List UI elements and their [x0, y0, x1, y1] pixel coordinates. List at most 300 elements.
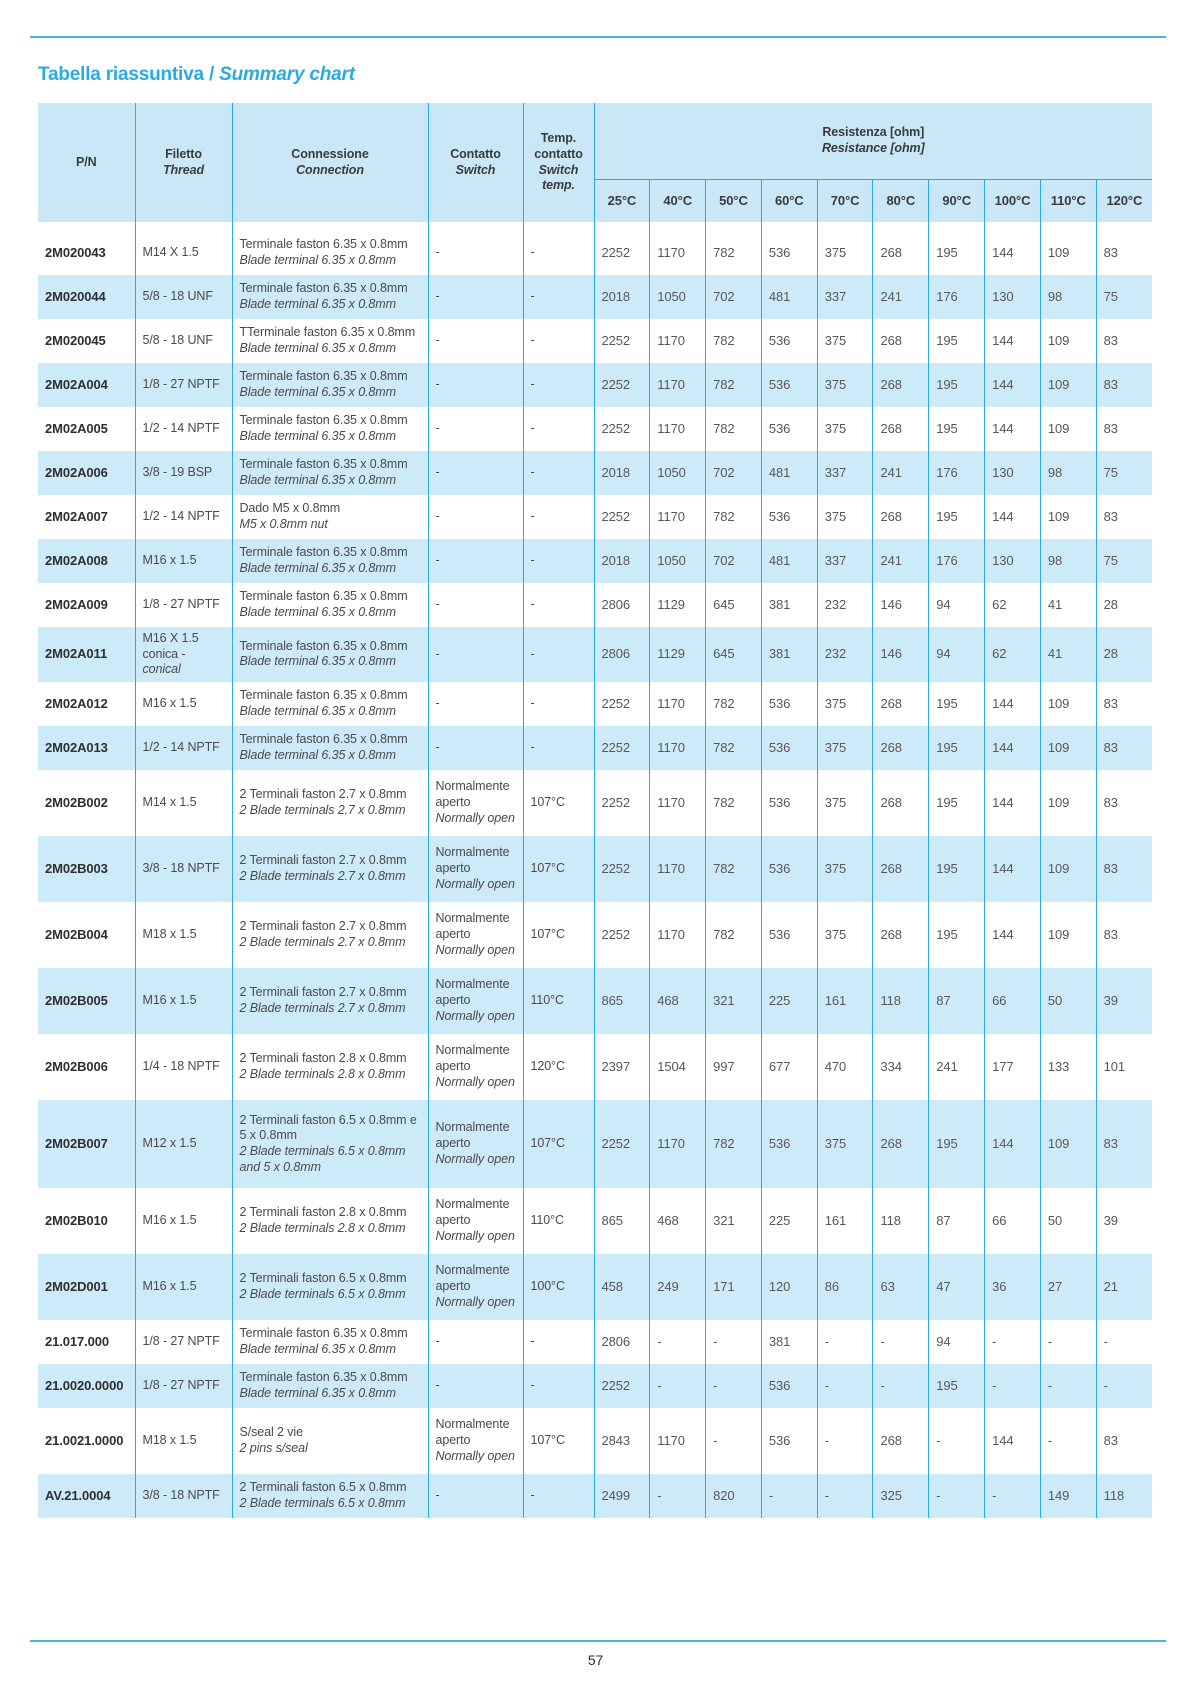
cell-switch: -: [428, 1474, 523, 1518]
cell-resistance-value: 1050: [650, 275, 706, 319]
cell-thread: 3/8 - 19 BSP: [135, 451, 232, 495]
cell-resistance-value: 63: [873, 1254, 929, 1320]
cell-resistance-value: 381: [761, 627, 817, 682]
col-header-thread: [135, 103, 232, 222]
cell-resistance-value: 2252: [594, 319, 650, 363]
cell-resistance-value: -: [1040, 1364, 1096, 1408]
cell-resistance-value: 2252: [594, 1100, 650, 1188]
cell-connection: [232, 902, 428, 968]
cell-connection: [232, 1100, 428, 1188]
cell-resistance-value: -: [985, 1474, 1041, 1518]
table-row: [38, 1034, 1152, 1100]
cell-part-number: 2M02B006: [38, 1034, 135, 1100]
cell-resistance-value: 195: [929, 495, 985, 539]
cell-switch-temp: -: [523, 539, 594, 583]
cell-resistance-value: 109: [1040, 363, 1096, 407]
connection-italian: Terminale faston 6.35 x 0.8mm: [239, 732, 408, 747]
cell-resistance-value: 1504: [650, 1034, 706, 1100]
cell-switch: [428, 1254, 523, 1320]
cell-resistance-value: 268: [873, 902, 929, 968]
cell-connection: [232, 495, 428, 539]
cell-resistance-value: 144: [985, 1100, 1041, 1188]
cell-part-number: 2M02B004: [38, 902, 135, 968]
table-row: [38, 726, 1152, 770]
cell-connection: [232, 407, 428, 451]
cell-thread: 3/8 - 18 NPTF: [135, 1474, 232, 1518]
table-row: [38, 407, 1152, 451]
cell-resistance-value: 268: [873, 1100, 929, 1188]
connection-english: 2 Blade terminals 2.8 x 0.8mm: [239, 1066, 406, 1081]
cell-resistance-value: -: [873, 1364, 929, 1408]
cell-resistance-value: 2252: [594, 902, 650, 968]
cell-resistance-value: -: [706, 1320, 762, 1364]
table-row: [38, 627, 1152, 682]
cell-resistance-value: 1170: [650, 407, 706, 451]
cell-resistance-value: 21: [1096, 1254, 1152, 1320]
cell-resistance-value: 118: [1096, 1474, 1152, 1518]
cell-switch: -: [428, 495, 523, 539]
cell-switch-temp: 110°C: [523, 968, 594, 1034]
cell-resistance-value: 2252: [594, 726, 650, 770]
spacer-cell: [929, 222, 985, 231]
cell-resistance-value: 146: [873, 583, 929, 627]
cell-resistance-value: -: [817, 1364, 873, 1408]
cell-resistance-value: 118: [873, 1188, 929, 1254]
cell-switch: -: [428, 363, 523, 407]
cell-resistance-value: -: [1040, 1320, 1096, 1364]
cell-switch-temp: -: [523, 583, 594, 627]
table-row: [38, 1100, 1152, 1188]
cell-resistance-value: 375: [817, 363, 873, 407]
connection-english: 2 Blade terminals 2.7 x 0.8mm: [239, 868, 406, 883]
spacer-cell: [1040, 222, 1096, 231]
cell-resistance-value: 268: [873, 1408, 929, 1474]
cell-resistance-value: 268: [873, 319, 929, 363]
cell-resistance-value: 2018: [594, 275, 650, 319]
cell-resistance-value: 1170: [650, 836, 706, 902]
cell-resistance-value: -: [929, 1474, 985, 1518]
cell-resistance-value: 41: [1040, 583, 1096, 627]
cell-resistance-value: 997: [706, 1034, 762, 1100]
cell-resistance-value: 468: [650, 968, 706, 1034]
cell-switch-temp: -: [523, 407, 594, 451]
cell-resistance-value: 782: [706, 407, 762, 451]
table-row: [38, 319, 1152, 363]
cell-thread: M12 x 1.5: [135, 1100, 232, 1188]
connection-italian: Terminale faston 6.35 x 0.8mm: [239, 369, 408, 384]
cell-resistance-value: 536: [761, 1100, 817, 1188]
temp-col-header: 100°C: [985, 179, 1041, 222]
col-header-connection-it: Connessione: [291, 146, 369, 161]
summary-table: [38, 103, 1152, 1518]
cell-resistance-value: 241: [929, 1034, 985, 1100]
cell-resistance-value: 375: [817, 726, 873, 770]
table-row: [38, 539, 1152, 583]
cell-resistance-value: -: [817, 1408, 873, 1474]
cell-resistance-value: 2252: [594, 407, 650, 451]
cell-part-number: 2M02A008: [38, 539, 135, 583]
cell-connection: [232, 1408, 428, 1474]
spacer-cell: [761, 222, 817, 231]
table-header: [38, 103, 1152, 222]
cell-resistance-value: 381: [761, 583, 817, 627]
cell-resistance-value: 268: [873, 495, 929, 539]
cell-resistance-value: 171: [706, 1254, 762, 1320]
spacer-cell: [135, 222, 232, 231]
cell-resistance-value: 2252: [594, 1364, 650, 1408]
col-header-switch-temp-en: Switch temp.: [538, 162, 579, 193]
cell-thread: 1/8 - 27 NPTF: [135, 1320, 232, 1364]
cell-resistance-value: 109: [1040, 836, 1096, 902]
cell-resistance-value: 144: [985, 231, 1041, 275]
cell-resistance-value: 176: [929, 539, 985, 583]
temp-col-header: 40°C: [650, 179, 706, 222]
connection-italian: Terminale faston 6.35 x 0.8mm: [239, 688, 408, 703]
connection-english: 2 pins s/seal: [239, 1440, 308, 1455]
cell-resistance-value: 133: [1040, 1034, 1096, 1100]
cell-resistance-value: 536: [761, 363, 817, 407]
cell-resistance-value: 62: [985, 627, 1041, 682]
cell-resistance-value: 195: [929, 836, 985, 902]
cell-thread: M16 x 1.5: [135, 1188, 232, 1254]
table-row: [38, 1320, 1152, 1364]
cell-resistance-value: 98: [1040, 275, 1096, 319]
cell-resistance-value: 109: [1040, 726, 1096, 770]
cell-resistance-value: 195: [929, 726, 985, 770]
header-body-gap: [38, 222, 1152, 231]
cell-switch-temp: -: [523, 363, 594, 407]
switch-italian: Normalmente aperto: [435, 1263, 510, 1294]
cell-resistance-value: 375: [817, 836, 873, 902]
cell-connection: [232, 682, 428, 726]
cell-resistance-value: 94: [929, 627, 985, 682]
cell-part-number: 2M02B003: [38, 836, 135, 902]
cell-switch-temp: -: [523, 726, 594, 770]
cell-connection: [232, 275, 428, 319]
cell-switch-temp: 107°C: [523, 836, 594, 902]
cell-resistance-value: 28: [1096, 627, 1152, 682]
cell-resistance-value: 241: [873, 275, 929, 319]
col-header-connection: [232, 103, 428, 222]
cell-resistance-value: 144: [985, 726, 1041, 770]
cell-resistance-value: 109: [1040, 407, 1096, 451]
cell-thread: M14 X 1.5: [135, 231, 232, 275]
connection-english: Blade terminal 6.35 x 0.8mm: [239, 1341, 396, 1356]
cell-resistance-value: 83: [1096, 726, 1152, 770]
cell-thread: M16 x 1.5: [135, 539, 232, 583]
cell-switch: -: [428, 319, 523, 363]
cell-switch-temp: -: [523, 1320, 594, 1364]
cell-resistance-value: 268: [873, 682, 929, 726]
cell-switch-temp: 107°C: [523, 902, 594, 968]
cell-switch-temp: 110°C: [523, 1188, 594, 1254]
top-rule: [30, 36, 1166, 38]
cell-part-number: 2M020045: [38, 319, 135, 363]
cell-resistance-value: 468: [650, 1188, 706, 1254]
cell-resistance-value: 1050: [650, 539, 706, 583]
cell-resistance-value: 2252: [594, 682, 650, 726]
connection-italian: Terminale faston 6.35 x 0.8mm: [239, 1326, 408, 1341]
cell-resistance-value: 321: [706, 968, 762, 1034]
cell-resistance-value: 109: [1040, 231, 1096, 275]
connection-italian: Terminale faston 6.35 x 0.8mm: [239, 237, 408, 252]
table-row: [38, 495, 1152, 539]
col-header-pn: P/N: [38, 103, 135, 222]
connection-italian: S/seal 2 vie: [239, 1425, 303, 1440]
cell-resistance-value: 144: [985, 770, 1041, 836]
cell-resistance-value: -: [761, 1474, 817, 1518]
cell-resistance-value: 1170: [650, 1408, 706, 1474]
cell-switch: [428, 836, 523, 902]
cell-part-number: 2M02B005: [38, 968, 135, 1034]
cell-resistance-value: -: [650, 1364, 706, 1408]
cell-resistance-value: 1170: [650, 682, 706, 726]
cell-resistance-value: 109: [1040, 682, 1096, 726]
cell-connection: [232, 1474, 428, 1518]
cell-resistance-value: 75: [1096, 539, 1152, 583]
table-row: [38, 1254, 1152, 1320]
cell-switch: -: [428, 726, 523, 770]
cell-switch-temp: -: [523, 275, 594, 319]
cell-switch: [428, 1100, 523, 1188]
cell-resistance-value: 83: [1096, 407, 1152, 451]
cell-switch-temp: 120°C: [523, 1034, 594, 1100]
cell-resistance-value: 268: [873, 836, 929, 902]
cell-resistance-value: 28: [1096, 583, 1152, 627]
page-number: 57: [587, 1652, 604, 1668]
cell-switch: -: [428, 627, 523, 682]
cell-switch: -: [428, 451, 523, 495]
cell-resistance-value: -: [650, 1320, 706, 1364]
cell-part-number: 2M02A007: [38, 495, 135, 539]
cell-resistance-value: 225: [761, 1188, 817, 1254]
cell-resistance-value: 1170: [650, 231, 706, 275]
cell-resistance-value: 2252: [594, 495, 650, 539]
cell-connection: [232, 1034, 428, 1100]
cell-resistance-value: 375: [817, 770, 873, 836]
cell-connection: [232, 968, 428, 1034]
cell-resistance-value: 144: [985, 407, 1041, 451]
connection-english: Blade terminal 6.35 x 0.8mm: [239, 253, 396, 267]
cell-connection: [232, 583, 428, 627]
cell-connection: [232, 319, 428, 363]
cell-connection: [232, 726, 428, 770]
cell-resistance-value: 820: [706, 1474, 762, 1518]
cell-switch: [428, 1408, 523, 1474]
cell-switch: -: [428, 407, 523, 451]
table-row: [38, 275, 1152, 319]
cell-resistance-value: -: [985, 1320, 1041, 1364]
cell-resistance-value: 337: [817, 275, 873, 319]
switch-italian: Normalmente aperto: [435, 1120, 510, 1151]
switch-italian: Normalmente aperto: [435, 911, 510, 942]
cell-resistance-value: 1170: [650, 1100, 706, 1188]
cell-resistance-value: 120: [761, 1254, 817, 1320]
temp-col-header: 60°C: [761, 179, 817, 222]
cell-resistance-value: 66: [985, 1188, 1041, 1254]
cell-connection: [232, 770, 428, 836]
cell-resistance-value: 321: [706, 1188, 762, 1254]
switch-english: Normally open: [435, 1294, 515, 1309]
connection-italian: 2 Terminali faston 2.8 x 0.8mm: [239, 1051, 407, 1066]
cell-resistance-value: 702: [706, 275, 762, 319]
cell-resistance-value: 2843: [594, 1408, 650, 1474]
temp-col-header: 80°C: [873, 179, 929, 222]
title-separator: /: [203, 64, 220, 85]
cell-switch: -: [428, 275, 523, 319]
cell-switch-temp: -: [523, 231, 594, 275]
cell-resistance-value: 41: [1040, 627, 1096, 682]
cell-resistance-value: 782: [706, 770, 762, 836]
cell-resistance-value: 176: [929, 451, 985, 495]
cell-thread: M16 x 1.5: [135, 1254, 232, 1320]
cell-resistance-value: 268: [873, 770, 929, 836]
connection-english: Blade terminal 6.35 x 0.8mm: [239, 654, 396, 669]
cell-switch: -: [428, 539, 523, 583]
cell-resistance-value: 865: [594, 1188, 650, 1254]
switch-italian: Normalmente aperto: [435, 977, 510, 1008]
table-row: [38, 363, 1152, 407]
col-header-switch-temp-it: Temp. contatto: [534, 131, 583, 161]
cell-part-number: 2M02A006: [38, 451, 135, 495]
cell-resistance-value: -: [1040, 1408, 1096, 1474]
cell-resistance-value: 62: [985, 583, 1041, 627]
temp-col-header: 25°C: [594, 179, 650, 222]
cell-resistance-value: 375: [817, 407, 873, 451]
cell-resistance-value: 130: [985, 275, 1041, 319]
cell-resistance-value: 83: [1096, 1100, 1152, 1188]
cell-resistance-value: 536: [761, 836, 817, 902]
spacer-cell: [706, 222, 762, 231]
switch-italian: Normalmente aperto: [435, 1043, 510, 1074]
cell-thread: M18 x 1.5: [135, 902, 232, 968]
cell-resistance-value: 268: [873, 231, 929, 275]
switch-italian: Normalmente aperto: [435, 845, 510, 876]
cell-part-number: 2M02B007: [38, 1100, 135, 1188]
cell-switch: -: [428, 231, 523, 275]
cell-switch-temp: -: [523, 1364, 594, 1408]
cell-resistance-value: 47: [929, 1254, 985, 1320]
cell-resistance-value: 1050: [650, 451, 706, 495]
cell-switch-temp: -: [523, 627, 594, 682]
cell-resistance-value: 195: [929, 1364, 985, 1408]
spacer-cell: [594, 222, 650, 231]
cell-switch-temp: -: [523, 682, 594, 726]
connection-italian: 2 Terminali faston 2.7 x 0.8mm: [239, 985, 407, 1000]
cell-resistance-value: 1170: [650, 770, 706, 836]
cell-resistance-value: 75: [1096, 275, 1152, 319]
cell-connection: [232, 836, 428, 902]
cell-resistance-value: 83: [1096, 682, 1152, 726]
connection-english: Blade terminal 6.35 x 0.8mm: [239, 703, 396, 718]
table-row: [38, 583, 1152, 627]
cell-switch: -: [428, 1364, 523, 1408]
cell-resistance-value: 2499: [594, 1474, 650, 1518]
switch-english: Normally open: [435, 1448, 515, 1463]
col-header-connection-en: Connection: [296, 162, 364, 177]
cell-resistance-value: 470: [817, 1034, 873, 1100]
spacer-cell: [873, 222, 929, 231]
table-row: [38, 1474, 1152, 1518]
col-header-switch-it: Contatto: [450, 146, 501, 161]
cell-resistance-value: 83: [1096, 363, 1152, 407]
cell-switch: -: [428, 682, 523, 726]
cell-switch-temp: 107°C: [523, 1408, 594, 1474]
cell-resistance-value: 66: [985, 968, 1041, 1034]
connection-english: 2 Blade terminals 2.7 x 0.8mm: [239, 1000, 406, 1015]
cell-thread: 1/2 - 14 NPTF: [135, 407, 232, 451]
cell-resistance-value: 268: [873, 363, 929, 407]
cell-resistance-value: 375: [817, 231, 873, 275]
connection-english: 2 Blade terminals 2.7 x 0.8mm: [239, 802, 406, 817]
spacer-cell: [38, 222, 135, 231]
connection-english: M5 x 0.8mm nut: [239, 517, 328, 531]
cell-resistance-value: 176: [929, 275, 985, 319]
cell-resistance-value: 195: [929, 1100, 985, 1188]
cell-resistance-value: 782: [706, 902, 762, 968]
cell-resistance-value: 144: [985, 836, 1041, 902]
connection-italian: Terminale faston 6.35 x 0.8mm: [239, 545, 408, 560]
cell-thread: 1/8 - 27 NPTF: [135, 363, 232, 407]
cell-part-number: 2M02A005: [38, 407, 135, 451]
cell-thread: 1/2 - 14 NPTF: [135, 726, 232, 770]
cell-thread: M16 x 1.5: [135, 968, 232, 1034]
cell-resistance-value: 782: [706, 836, 762, 902]
cell-resistance-value: 375: [817, 682, 873, 726]
cell-resistance-value: 241: [873, 539, 929, 583]
cell-resistance-value: 195: [929, 319, 985, 363]
cell-resistance-value: -: [873, 1320, 929, 1364]
temp-col-header: 120°C: [1096, 179, 1152, 222]
cell-resistance-value: 645: [706, 627, 762, 682]
thread-note-english: conical: [142, 662, 181, 677]
cell-switch: [428, 1188, 523, 1254]
cell-resistance-value: 144: [985, 319, 1041, 363]
cell-resistance-value: 2252: [594, 363, 650, 407]
connection-english: 2 Blade terminals 6.5 x 0.8mm and 5 x 0.8mm: [239, 1143, 406, 1174]
cell-resistance-value: 109: [1040, 770, 1096, 836]
cell-resistance-value: 144: [985, 495, 1041, 539]
cell-switch-temp: -: [523, 451, 594, 495]
table-row: [38, 902, 1152, 968]
cell-part-number: AV.21.0004: [38, 1474, 135, 1518]
cell-part-number: 2M02A009: [38, 583, 135, 627]
cell-connection: [232, 1188, 428, 1254]
connection-english: 2 Blade terminals 6.5 x 0.8mm: [239, 1286, 406, 1301]
table-row: [38, 1188, 1152, 1254]
cell-resistance-value: 87: [929, 968, 985, 1034]
cell-resistance-value: 109: [1040, 1100, 1096, 1188]
switch-italian: Normalmente aperto: [435, 779, 510, 810]
spacer-cell: [428, 222, 523, 231]
cell-connection: [232, 627, 428, 682]
cell-resistance-value: 195: [929, 407, 985, 451]
cell-resistance-value: 2806: [594, 627, 650, 682]
cell-resistance-value: 375: [817, 319, 873, 363]
table-row: [38, 836, 1152, 902]
connection-italian: Dado M5 x 0.8mm: [239, 501, 341, 516]
cell-thread: M18 x 1.5: [135, 1408, 232, 1474]
connection-italian: 2 Terminali faston 2.7 x 0.8mm: [239, 787, 407, 802]
cell-resistance-value: 195: [929, 682, 985, 726]
cell-resistance-value: 536: [761, 682, 817, 726]
cell-resistance-value: 536: [761, 319, 817, 363]
cell-resistance-value: -: [817, 1474, 873, 1518]
cell-switch-temp: -: [523, 319, 594, 363]
col-header-switch-temp: [523, 103, 594, 222]
cell-resistance-value: 144: [985, 682, 1041, 726]
cell-resistance-value: 75: [1096, 451, 1152, 495]
